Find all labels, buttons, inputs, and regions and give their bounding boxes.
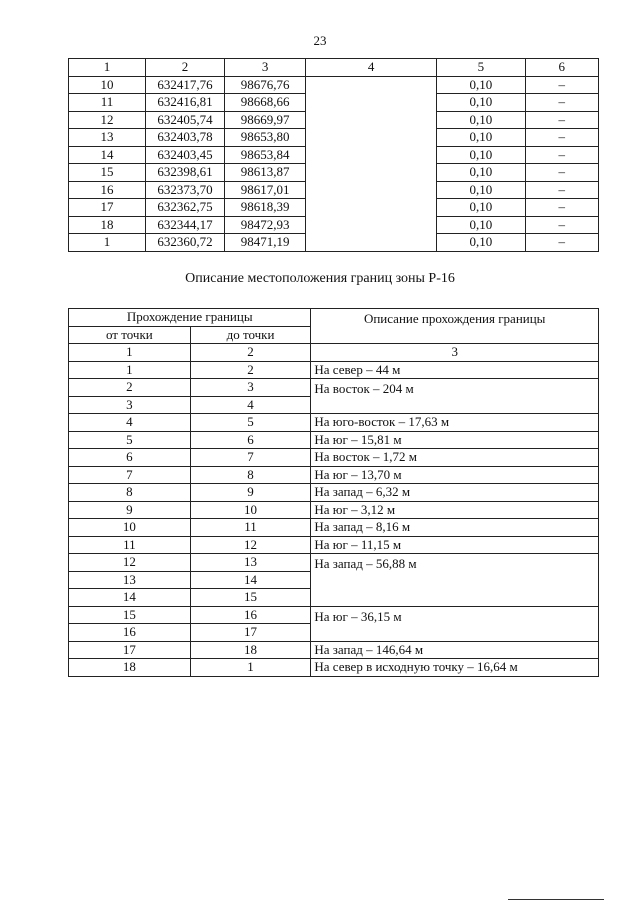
footer-divider [508, 899, 604, 900]
y-coordinate: 98676,76 [224, 76, 305, 94]
description-header: Описание прохождения границы [311, 309, 599, 344]
point-number: 14 [69, 146, 146, 164]
accuracy-value: 0,10 [437, 199, 526, 217]
y-coordinate: 98617,01 [224, 181, 305, 199]
y-coordinate: 98653,84 [224, 146, 305, 164]
to-point: 6 [190, 431, 311, 449]
to-point: 14 [190, 571, 311, 589]
accuracy-value: 0,10 [437, 76, 526, 94]
route-description: На запад – 146,64 м [311, 641, 599, 659]
from-point: 7 [69, 466, 191, 484]
accuracy-value: 0,10 [437, 216, 526, 234]
column-header: 4 [306, 59, 437, 77]
table-header-row [69, 309, 599, 327]
x-coordinate: 632405,74 [145, 111, 224, 129]
to-point: 9 [190, 484, 311, 502]
point-number: 15 [69, 164, 146, 182]
to-point: 7 [190, 449, 311, 467]
route-description: На юго-восток – 17,63 м [311, 414, 599, 432]
column-header: 5 [437, 59, 526, 77]
point-number: 16 [69, 181, 146, 199]
accuracy-value: 0,10 [437, 181, 526, 199]
boundary-passage-header: Прохождение границы [69, 309, 311, 327]
route-description: На юг – 11,15 м [311, 536, 599, 554]
x-coordinate: 632398,61 [145, 164, 224, 182]
to-point: 1 [190, 659, 311, 677]
route-description: На запад – 8,16 м [311, 519, 599, 537]
point-number: 11 [69, 94, 146, 112]
dash-value: – [525, 146, 598, 164]
from-point: 12 [69, 554, 191, 572]
y-coordinate: 98669,97 [224, 111, 305, 129]
column-4-merged-cell [306, 76, 437, 251]
from-point: 6 [69, 449, 191, 467]
to-point: 2 [190, 361, 311, 379]
y-coordinate: 98472,93 [224, 216, 305, 234]
dash-value: – [525, 181, 598, 199]
point-number: 12 [69, 111, 146, 129]
x-coordinate: 632373,70 [145, 181, 224, 199]
y-coordinate: 98653,80 [224, 129, 305, 147]
route-description: На восток – 1,72 м [311, 449, 599, 467]
x-coordinate: 632403,45 [145, 146, 224, 164]
from-point: 8 [69, 484, 191, 502]
to-point: 5 [190, 414, 311, 432]
accuracy-value: 0,10 [437, 94, 526, 112]
table-row [69, 414, 599, 432]
x-coordinate: 632403,78 [145, 129, 224, 147]
point-number: 17 [69, 199, 146, 217]
from-point: 1 [69, 361, 191, 379]
from-point: 16 [69, 624, 191, 642]
x-coordinate: 632344,17 [145, 216, 224, 234]
accuracy-value: 0,10 [437, 111, 526, 129]
column-header: 3 [224, 59, 305, 77]
dash-value: – [525, 199, 598, 217]
table-row [69, 379, 599, 397]
column-header: 1 [69, 59, 146, 77]
route-description: На юг – 36,15 м [311, 606, 599, 641]
point-number: 1 [69, 234, 146, 252]
route-description: На юг – 13,70 м [311, 466, 599, 484]
to-point: 12 [190, 536, 311, 554]
x-coordinate: 632417,76 [145, 76, 224, 94]
from-point: 11 [69, 536, 191, 554]
from-point: 5 [69, 431, 191, 449]
from-point: 14 [69, 589, 191, 607]
column-header: 2 [145, 59, 224, 77]
route-description: На север – 44 м [311, 361, 599, 379]
to-point: 18 [190, 641, 311, 659]
dash-value: – [525, 94, 598, 112]
from-point: 2 [69, 379, 191, 397]
y-coordinate: 98471,19 [224, 234, 305, 252]
section-title: Описание местоположения границ зоны Р-16 [185, 271, 455, 286]
from-point: 9 [69, 501, 191, 519]
table-row [69, 659, 599, 677]
from-point: 13 [69, 571, 191, 589]
route-description: На юг – 15,81 м [311, 431, 599, 449]
column-number: 2 [190, 344, 311, 362]
to-point: 13 [190, 554, 311, 572]
table-row [69, 606, 599, 624]
accuracy-value: 0,10 [437, 146, 526, 164]
dash-value: – [525, 164, 598, 182]
table-row [69, 76, 599, 94]
table-row [69, 519, 599, 537]
table-row [69, 361, 599, 379]
column-number: 1 [69, 344, 191, 362]
from-point: 17 [69, 641, 191, 659]
to-point-header: до точки [190, 326, 311, 344]
table-row [69, 431, 599, 449]
to-point: 3 [190, 379, 311, 397]
column-header: 6 [525, 59, 598, 77]
to-point: 15 [190, 589, 311, 607]
point-number: 13 [69, 129, 146, 147]
point-number: 10 [69, 76, 146, 94]
from-point: 4 [69, 414, 191, 432]
from-point: 18 [69, 659, 191, 677]
to-point: 8 [190, 466, 311, 484]
column-number: 3 [311, 344, 599, 362]
from-point: 3 [69, 396, 191, 414]
route-description: На восток – 204 м [311, 379, 599, 414]
y-coordinate: 98618,39 [224, 199, 305, 217]
to-point: 11 [190, 519, 311, 537]
to-point: 4 [190, 396, 311, 414]
from-point: 15 [69, 606, 191, 624]
point-number: 18 [69, 216, 146, 234]
from-point: 10 [69, 519, 191, 537]
dash-value: – [525, 129, 598, 147]
table-row [69, 554, 599, 572]
table-row [69, 501, 599, 519]
page-number: 23 [313, 33, 327, 48]
accuracy-value: 0,10 [437, 164, 526, 182]
route-description: На север в исходную точку – 16,64 м [311, 659, 599, 677]
coordinates-table [68, 58, 599, 252]
table-row [69, 449, 599, 467]
dash-value: – [525, 216, 598, 234]
column-number-row [69, 344, 599, 362]
table-row [69, 484, 599, 502]
route-description: На запад – 56,88 м [311, 554, 599, 607]
x-coordinate: 632362,75 [145, 199, 224, 217]
table-header-row [69, 59, 599, 77]
to-point: 17 [190, 624, 311, 642]
accuracy-value: 0,10 [437, 129, 526, 147]
x-coordinate: 632360,72 [145, 234, 224, 252]
table-row [69, 536, 599, 554]
x-coordinate: 632416,81 [145, 94, 224, 112]
table-row [69, 641, 599, 659]
table-row [69, 466, 599, 484]
route-description: На запад – 6,32 м [311, 484, 599, 502]
to-point: 16 [190, 606, 311, 624]
dash-value: – [525, 234, 598, 252]
dash-value: – [525, 76, 598, 94]
to-point: 10 [190, 501, 311, 519]
dash-value: – [525, 111, 598, 129]
route-description: На юг – 3,12 м [311, 501, 599, 519]
y-coordinate: 98613,87 [224, 164, 305, 182]
boundary-route-table [68, 308, 599, 677]
accuracy-value: 0,10 [437, 234, 526, 252]
y-coordinate: 98668,66 [224, 94, 305, 112]
from-point-header: от точки [69, 326, 191, 344]
